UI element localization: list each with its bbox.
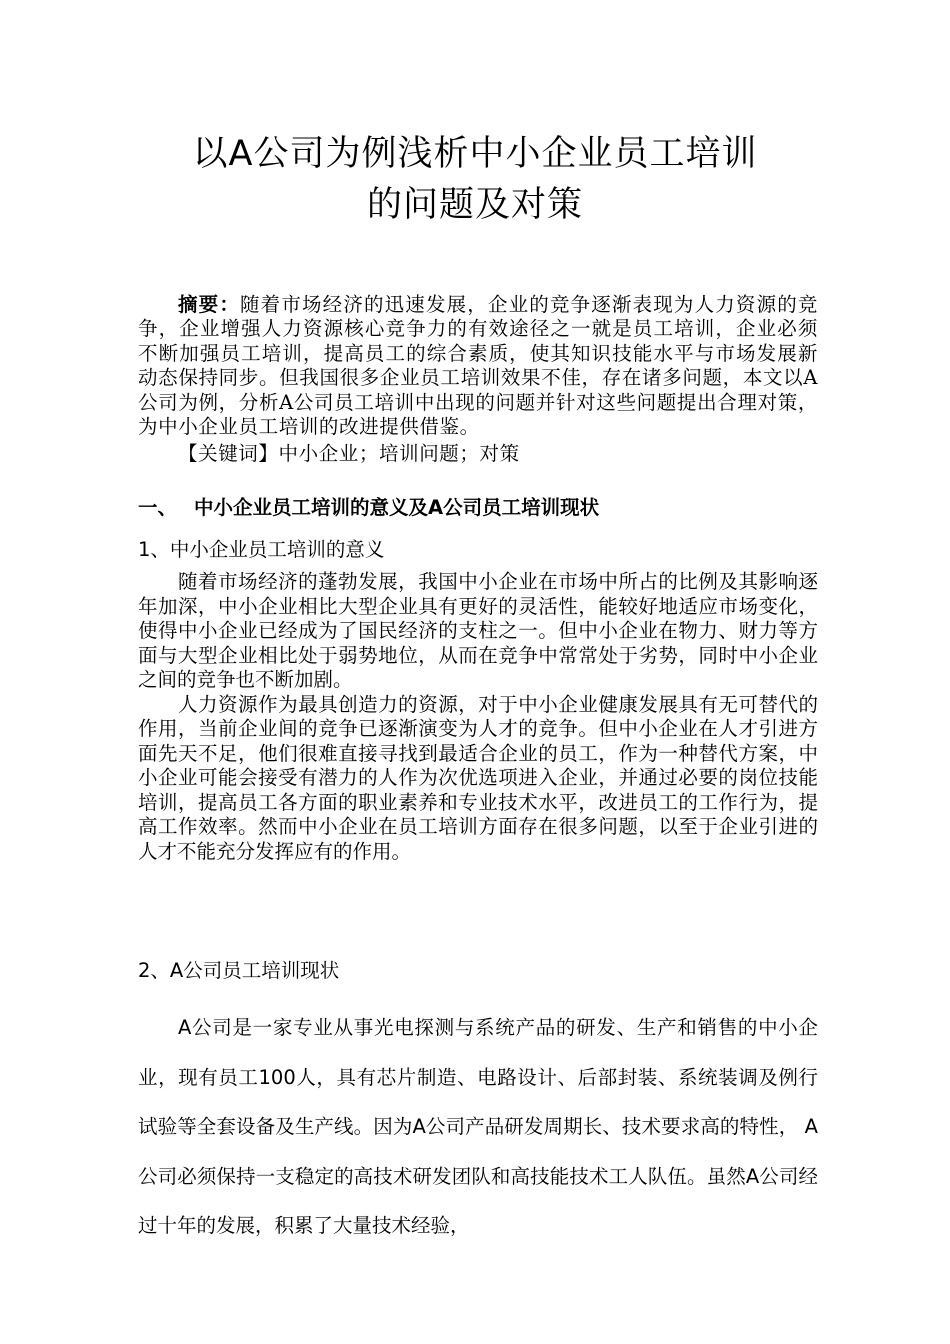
abstract-text: 随着市场经济的迅速发展，企业的竞争逐渐表现为人力资源的竞争，企业增强人力资源核心竞争力的有效途径之一就是员工培训，企业必须不断加强员工培训，提高员工的综合素质，使其知识技能水平与市场发展新动态保持同步。但我国很多企业员工培训效果不佳，存在诸多问题，本文以A公司为例，分析A公司员工培训中出现的问题并针对这些问题提出合理对策，为中小企业员工培训的改进提供借鉴。	[138, 293, 818, 439]
subsection-1-heading: 1、中小企业员工培训的意义	[138, 538, 385, 561]
subsection-1-paragraph-2: 人力资源作为最具创造力的资源，对于中小企业健康发展具有无可替代的作用，当前企业间的竞争已逐渐演变为人才的竞争。但中小企业在人才引进方面先天不足，他们很难直接寻找到最适合企业的员工，作为一种替代方案，中小企业可能会接受有潜力的人作为次优选项进入企业，并通过必要的岗位技能培训，提高员工各方面的职业素养和专业技术水平，改进员工的工作行为，提高工作效率。然而中小企业在员工培训方面存在很多问题，以至于企业引进的人才不能充分发挥应有的作用。	[138, 692, 818, 863]
abstract-label: 摘要：	[178, 293, 240, 316]
subsection-2-heading: 2、A公司员工培训现状	[138, 959, 340, 982]
title-line-2: 的问题及对策	[366, 185, 583, 225]
section-1-heading	[138, 495, 838, 521]
section-1-number: 一、	[138, 496, 178, 519]
abstract-paragraph	[138, 293, 818, 439]
subsection-2-paragraph-1: A公司是一家专业从事光电探测与系统产品的研发、生产和销售的中小企业，现有员工100人，具有芯片制造、电路设计、后部封装、系统装调及例行试验等全套设备及生产线。因为A公司产品研发周期长、技术要求高的特性， A公司必须保持一支稳定的高技术研发团队和高技能技术工人队伍。虽然A公司经过十年的发展，积累了大量技术经验，	[138, 1016, 818, 1237]
subsection-1-paragraph-1: 随着市场经济的蓬勃发展，我国中小企业在市场中所占的比例及其影响逐年加深，中小企业相比大型企业具有更好的灵活性，能较好地适应市场变化，使得中小企业已经成为了国民经济的支柱之一。但中小企业在物力、财力等方面与大型企业相比处于弱势地位，从而在竞争中常常处于劣势，同时中小企业之间的竞争也不断加剧。	[138, 570, 818, 691]
title-line-1: 以A公司为例浅析中小企业员工培训	[192, 134, 758, 174]
keywords-line: 【关键词】中小企业；培训问题；对策	[178, 442, 520, 465]
subsection-1-body	[138, 570, 818, 864]
section-1-title: 中小企业员工培训的意义及A公司员工培训现状	[194, 496, 600, 519]
